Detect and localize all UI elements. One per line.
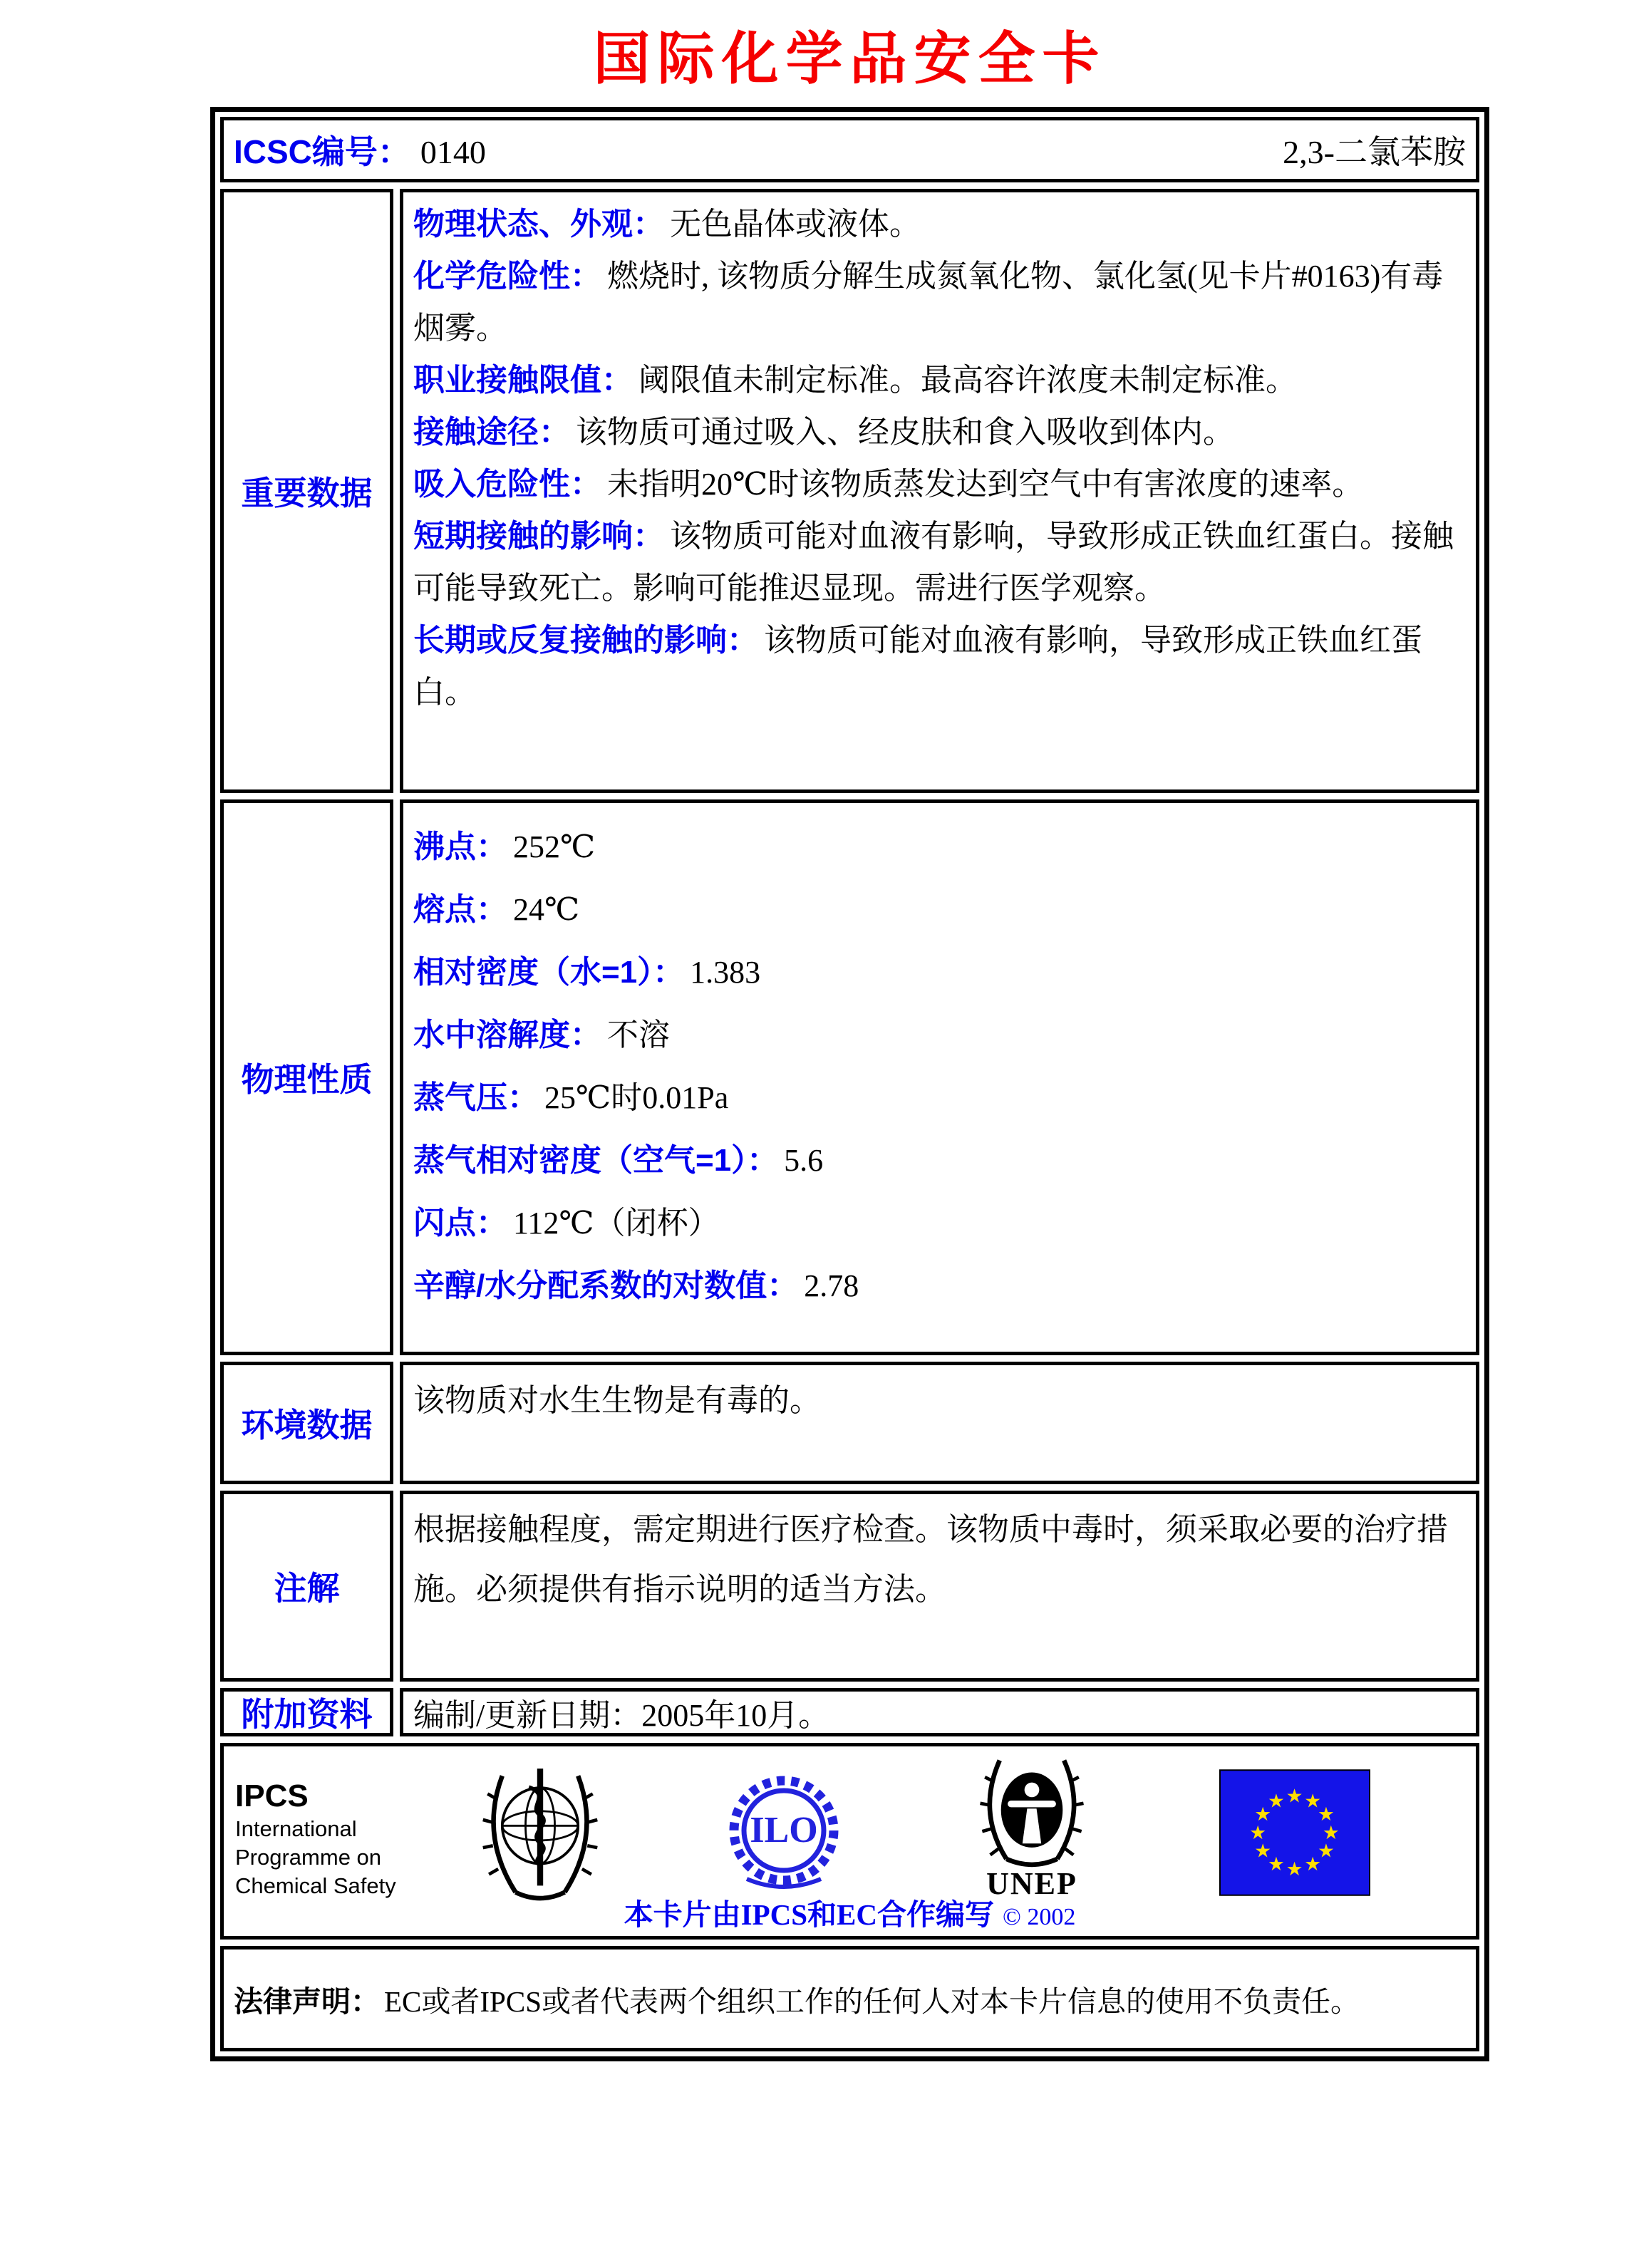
ipcs-title: IPCS [235, 1778, 309, 1813]
section-label-important: 重要数据 [220, 189, 393, 793]
physical-item [413, 1004, 1466, 1067]
icsc-number-label: ICSC编号： [234, 133, 410, 170]
ipcs-subtitle-line: Programme on [235, 1845, 382, 1870]
icsc-number-value: 0140 [420, 134, 486, 170]
svg-text:★: ★ [1267, 1853, 1285, 1876]
svg-text:★: ★ [1249, 1821, 1267, 1844]
important-item [413, 198, 1466, 250]
chemical-name: 2,3-二氯苯胺 [1283, 134, 1466, 170]
field-label: 化学危险性： [413, 259, 601, 294]
field-label: 闪点： [413, 1206, 507, 1241]
physical-properties-row [220, 799, 1479, 1355]
field-label: 长期或反复接触的影响： [413, 623, 758, 658]
section-label-environment: 环境数据 [220, 1362, 393, 1484]
svg-text:★: ★ [1286, 1785, 1303, 1808]
environmental-data-content [400, 1362, 1479, 1484]
field-label: 辛醇/水分配系数的对数值： [413, 1268, 799, 1303]
ilo-letters: ILO [750, 1810, 818, 1850]
important-item [413, 458, 1466, 510]
eu-flag-icon [1219, 1769, 1370, 1900]
notes-content [400, 1491, 1479, 1682]
who-logo-icon [472, 1759, 608, 1912]
svg-text:★: ★ [1322, 1821, 1340, 1844]
additional-text: 编制/更新日期：2005年10月。 [413, 1698, 830, 1733]
caption-text: 本卡片由IPCS和EC合作编写 [624, 1898, 995, 1931]
field-value: 不溶 [607, 1018, 670, 1052]
notes-text: 根据接触程度，需定期进行医疗检查。该物质中毒时，须采取必要的治疗措施。必须提供有指示说明的适当方法。 [413, 1512, 1448, 1607]
icsc-number-field [234, 126, 486, 173]
organizations-cell [220, 1743, 1479, 1940]
field-label: 熔点： [413, 892, 507, 927]
physical-item [413, 1129, 1466, 1192]
section-label-additional: 附加资料 [220, 1688, 393, 1736]
header-row [220, 117, 1479, 182]
field-label: 物理状态、外观： [413, 207, 664, 242]
field-value: 无色晶体或液体。 [670, 207, 921, 242]
important-item [413, 354, 1466, 406]
ilo-logo-icon [718, 1766, 850, 1902]
svg-text:★: ★ [1317, 1840, 1335, 1863]
field-value: 2.78 [804, 1268, 859, 1303]
physical-properties-content [400, 799, 1479, 1355]
field-label: 职业接触限值： [413, 363, 633, 398]
copyright-text: © 2002 [1003, 1904, 1076, 1930]
field-value: 112℃（闭杯） [513, 1206, 720, 1241]
important-item [413, 406, 1466, 458]
field-label: 蒸气压： [413, 1080, 539, 1115]
environment-text: 该物质对水生生物是有毒的。 [413, 1383, 821, 1418]
field-value: 该物质可能对血液有影响，导致形成正铁血红蛋白。 [413, 623, 1422, 710]
field-label: 相对密度（水=1）： [413, 955, 685, 990]
field-label: 蒸气相对密度（空气=1）： [413, 1143, 779, 1178]
icsc-card-table [210, 107, 1489, 2061]
notes-row [220, 1491, 1479, 1682]
unep-logo-icon [964, 1755, 1100, 1900]
important-item [413, 510, 1466, 614]
field-value: 25℃时0.01Pa [544, 1080, 729, 1115]
field-label: 吸入危险性： [413, 467, 601, 502]
field-value: 5.6 [784, 1143, 824, 1178]
field-label: 短期接触的影响： [413, 519, 664, 554]
important-data-content [400, 189, 1479, 793]
svg-text:★: ★ [1317, 1803, 1335, 1826]
ipcs-subtitle-line: International [235, 1816, 357, 1841]
physical-item [413, 816, 1466, 879]
svg-text:★: ★ [1304, 1853, 1322, 1876]
field-value: 252℃ [513, 829, 596, 864]
physical-item [413, 1255, 1466, 1317]
field-value: 未指明20℃时该物质蒸发达到空气中有害浓度的速率。 [607, 467, 1364, 502]
page-title: 国际化学品安全卡 [593, 25, 1107, 92]
svg-text:★: ★ [1304, 1790, 1322, 1813]
field-value: 1.383 [690, 955, 761, 990]
important-item [413, 614, 1466, 718]
field-label: 沸点： [413, 829, 507, 864]
field-value: 该物质可通过吸入、经皮肤和食入吸收到体内。 [576, 415, 1234, 450]
svg-text:★: ★ [1267, 1790, 1285, 1813]
legal-notice-cell [220, 1946, 1479, 2051]
organizations-row [220, 1743, 1479, 1940]
field-value: 该物质可能对血液有影响，导致形成正铁血红蛋白。接触可能导致死亡。影响可能推迟显现。需进行医学观察。 [413, 519, 1454, 606]
physical-item [413, 1192, 1466, 1255]
section-label-notes: 注解 [220, 1491, 393, 1682]
unep-wordmark: UNEP [986, 1866, 1077, 1901]
svg-text:★: ★ [1254, 1840, 1272, 1863]
additional-info-row [220, 1688, 1479, 1736]
ipcs-text-block [235, 1778, 396, 1900]
additional-info-content [400, 1688, 1479, 1736]
field-value: 24℃ [513, 892, 580, 927]
important-data-row [220, 189, 1479, 793]
important-item [413, 250, 1466, 354]
legal-notice-label: 法律声明： [234, 1984, 380, 2018]
field-value: 燃烧时, 该物质分解生成氮氧化物、氯化氢(见卡片#0163)有毒烟雾。 [413, 259, 1444, 346]
svg-text:★: ★ [1254, 1803, 1272, 1826]
field-label: 水中溶解度： [413, 1018, 601, 1052]
legal-notice-row [220, 1946, 1479, 2051]
physical-item [413, 1067, 1466, 1129]
physical-item [413, 879, 1466, 941]
header-cell [220, 117, 1479, 182]
field-label: 接触途径： [413, 415, 570, 450]
legal-notice-text: EC或者IPCS或者代表两个组织工作的任何人对本卡片信息的使用不负责任。 [384, 1984, 1360, 2018]
section-label-physical: 物理性质 [220, 799, 393, 1355]
ipcs-subtitle-line: Chemical Safety [235, 1873, 396, 1898]
environmental-data-row [220, 1362, 1479, 1484]
field-value: 阈限值未制定标准。最高容许浓度未制定标准。 [638, 363, 1297, 398]
physical-item [413, 941, 1466, 1004]
cooperation-caption [224, 1891, 1476, 1933]
svg-text:★: ★ [1286, 1858, 1303, 1881]
